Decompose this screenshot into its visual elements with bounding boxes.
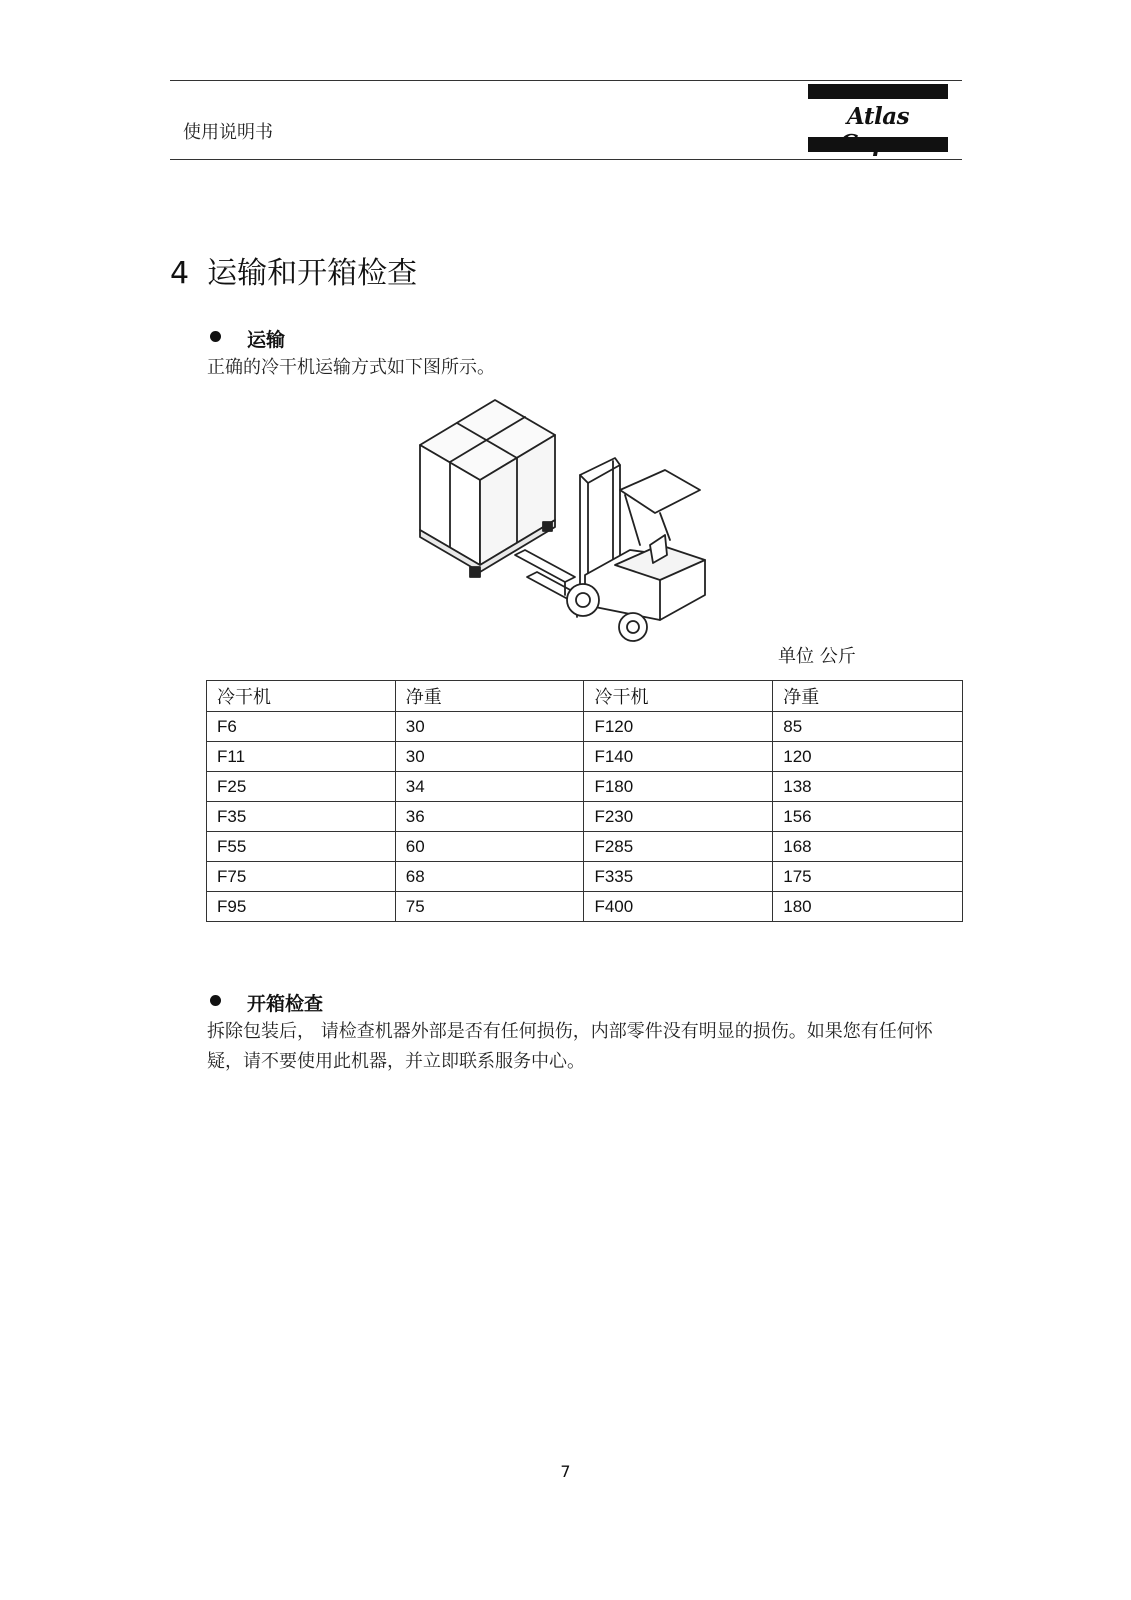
header-cell: 冷干机 — [584, 681, 773, 712]
table-cell: 34 — [395, 772, 584, 802]
table-cell: 60 — [395, 832, 584, 862]
header-cell: 冷干机 — [207, 681, 396, 712]
table-cell: F11 — [207, 742, 396, 772]
table-header-row — [207, 681, 963, 712]
table-cell: F140 — [584, 742, 773, 772]
table-row — [207, 742, 963, 772]
crate-drawing — [420, 400, 555, 577]
table-row — [207, 832, 963, 862]
section-title: 运输和开箱检查 — [207, 256, 418, 291]
unit-label: 单位 公斤 — [778, 646, 856, 667]
table-cell: 30 — [395, 712, 584, 742]
table-cell: F25 — [207, 772, 396, 802]
table-cell: F75 — [207, 862, 396, 892]
section-heading — [170, 248, 417, 292]
table-cell: 138 — [773, 772, 963, 802]
logo-bar-top — [808, 84, 948, 99]
bullet-icon — [210, 995, 221, 1006]
table-cell: F95 — [207, 892, 396, 922]
table-cell: 168 — [773, 832, 963, 862]
document-title: 使用说明书 — [183, 122, 273, 143]
forklift-illustration — [415, 395, 725, 663]
transport-text: 正确的冷干机运输方式如下图所示。 — [207, 357, 495, 378]
table-cell: 85 — [773, 712, 963, 742]
table-cell: F230 — [584, 802, 773, 832]
table-cell: 156 — [773, 802, 963, 832]
inspection-heading: 开箱检查 — [247, 993, 324, 1015]
table-cell: 75 — [395, 892, 584, 922]
weights-table — [206, 680, 963, 922]
table-cell: F6 — [207, 712, 396, 742]
table-cell: F335 — [584, 862, 773, 892]
header-cell: 净重 — [773, 681, 963, 712]
transport-heading: 运输 — [247, 329, 286, 351]
logo-text: Atlas — [846, 103, 910, 130]
header-cell: 净重 — [395, 681, 584, 712]
table-cell: 175 — [773, 862, 963, 892]
logo-bar-bottom — [808, 137, 948, 152]
bullet-icon — [210, 331, 221, 342]
table-cell: F400 — [584, 892, 773, 922]
section-number: 4 — [170, 256, 190, 291]
table-cell: 30 — [395, 742, 584, 772]
table-cell: 36 — [395, 802, 584, 832]
table-cell: 180 — [773, 892, 963, 922]
table-row — [207, 802, 963, 832]
atlas-copco-logo — [808, 84, 948, 152]
table-cell: F285 — [584, 832, 773, 862]
table-cell: F55 — [207, 832, 396, 862]
table-cell: F120 — [584, 712, 773, 742]
table-row — [207, 892, 963, 922]
table-row — [207, 772, 963, 802]
table-cell: F35 — [207, 802, 396, 832]
table-cell: F180 — [584, 772, 773, 802]
table-row — [207, 712, 963, 742]
header-rule-bottom — [170, 159, 962, 160]
table-row — [207, 862, 963, 892]
table-cell: 120 — [773, 742, 963, 772]
page-number: 7 — [560, 1462, 571, 1481]
inspection-text: 拆除包装后， 请检查机器外部是否有任何损伤，内部零件没有明显的损伤。如果您有任何怀疑，请不要使用此机器，并立即联系服务中心。 — [207, 1021, 933, 1072]
header-rule-top — [170, 80, 962, 81]
table-cell: 68 — [395, 862, 584, 892]
